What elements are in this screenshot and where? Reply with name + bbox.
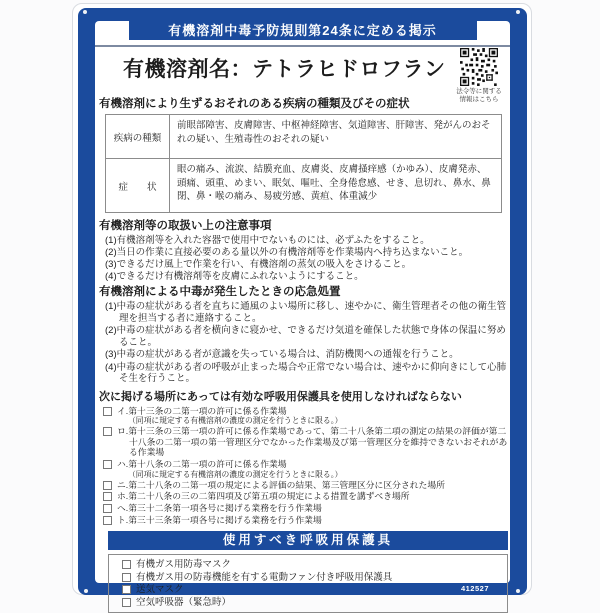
solvent-name-title: 有機溶剤名：テトラヒドロフラン: [123, 58, 446, 81]
checkbox-location-ho[interactable]: [103, 492, 112, 501]
list-item: [122, 572, 499, 584]
qr-caption: 法令等に関する 情報はこちら: [456, 88, 502, 103]
checkbox-label: 有機ガス用の防毒機能を有する電動ファン付き呼吸用保護具: [136, 571, 393, 583]
respirator-checklist: [108, 554, 508, 613]
locations-section-heading: 次に掲げる場所にあっては有効な呼吸用保護具を使用しなければならない: [99, 390, 462, 403]
list-item: [103, 480, 510, 491]
list-item: (2)中毒の症状がある者を横向きに寝かせ、できるだけ気道を確保した状態で身体の保温に努めること。: [105, 325, 506, 348]
emergency-section-heading: 有機溶剤による中毒が発生したときの応急処置: [99, 286, 341, 298]
row-label: 症 状: [106, 159, 170, 213]
list-item: (1)有機溶剤等を入れた容器で使用中でないものには、必ずふたをすること。: [105, 235, 430, 246]
list-item: (3)できるだけ風上で作業を行い、有機溶剤の蒸気の吸入をさけること。: [105, 259, 412, 270]
checkbox-respirator-scba[interactable]: [122, 598, 131, 607]
checkbox-label: ホ.第二十八条の三の二第四項及び第五項の規定による措置を講ずべき場所: [117, 491, 410, 502]
checkbox-label: 有機ガス用防毒マスク: [136, 559, 232, 571]
locations-checklist: [103, 406, 510, 526]
list-item: [103, 503, 510, 514]
checkbox-location-ro[interactable]: [103, 427, 112, 436]
checkbox-note: （同項に規定する有機溶剤の濃度の測定を行うときに限る。）: [128, 416, 343, 426]
row-value: 前眼部障害、皮膚障害、中枢神経障害、気道障害、肝障害、発がんのおそれの疑い、生殖毒性のおそれの疑い: [170, 115, 502, 159]
mounting-hole: [84, 589, 88, 593]
handling-section-heading: 有機溶剤等の取扱い上の注意事項: [99, 220, 272, 232]
checkbox-label: ニ.第二十八条の二第一項の規定による評価の結果、第三管理区分に区分された場所: [117, 479, 445, 490]
emergency-list: [105, 300, 510, 385]
checkbox-respirator-supplied-air[interactable]: [122, 585, 131, 594]
list-item: (2)当日の作業に直接必要のある量以外の有機溶剤等を作業場内へ持ち込まないこと。: [105, 247, 469, 258]
product-number: 412527: [460, 584, 489, 593]
list-item: (1)中毒の症状がある者を直ちに通風のよい場所に移し、速やかに、衛生管理者その他の衛生管理を担当する者に連絡すること。: [105, 301, 507, 324]
list-item: (3)中毒の症状がある者が意識を失っている場合は、消防機関への通報を行うこと。: [105, 349, 459, 360]
list-item: (4)できるだけ有機溶剤等を皮膚にふれないようにすること。: [105, 271, 364, 282]
row-label: 疾病の種類: [106, 115, 170, 159]
table-row: [106, 159, 502, 213]
checkbox-label: ロ.第十三条の三第一項の許可に係る作業場であって、第二十八条第二項の測定の結果の評価が第二十八条の二第一項の第一管理区分でなかった作業場及び第一管理区分を維持できないおそれがある作業場: [117, 426, 508, 458]
checkbox-label: ト.第三十三条第一項各号に掲げる業務を行う作業場: [117, 514, 322, 525]
mounting-hole: [516, 10, 520, 14]
list-item: [103, 406, 510, 426]
checkbox-location-to[interactable]: [103, 516, 112, 525]
checkbox-label: 送気マスク: [136, 584, 184, 596]
qr-block: [456, 48, 502, 103]
list-item: [122, 559, 499, 571]
checkbox-location-ha[interactable]: [103, 460, 112, 469]
list-item: [103, 491, 510, 502]
list-item: [103, 515, 510, 526]
list-item: [103, 426, 510, 458]
checkbox-location-i[interactable]: [103, 407, 112, 416]
list-item: (4)中毒の症状がある者の呼吸が止まった場合や正常でない場合は、速やかに仰向きにして心肺そ生を行うこと。: [105, 361, 507, 384]
checkbox-label: ハ.第十八条の二第一項の許可に係る作業場 （同項に規定する有機溶剤の濃度の測定を行うときに限る。）: [117, 459, 343, 479]
sign-plate: [72, 3, 532, 608]
checkbox-label: イ.第十三条の二第一項の許可に係る作業場 （同項に規定する有機溶剤の濃度の測定を行うときに限る。）: [117, 405, 343, 426]
checkbox-respirator-powered-fan[interactable]: [122, 573, 131, 582]
list-item: [103, 459, 510, 479]
regulation-header-band: 有機溶剤中毒予防規則第24条に定める掲示: [129, 21, 477, 40]
checkbox-label: ヘ.第三十二条第一項各号に掲げる業務を行う作業場: [117, 503, 322, 514]
checkbox-location-he[interactable]: [103, 504, 112, 513]
mounting-hole: [516, 589, 520, 593]
checkbox-location-ni[interactable]: [103, 481, 112, 490]
checkbox-respirator-gas-mask[interactable]: [122, 560, 131, 569]
header-divider: [95, 45, 510, 47]
table-row: [106, 115, 502, 159]
mounting-hole: [83, 10, 87, 14]
checkbox-note: （同項に規定する有機溶剤の濃度の測定を行うときに限る。）: [128, 469, 343, 479]
respirator-section-heading: 使用すべき呼吸用保護具: [108, 531, 508, 550]
checkbox-label: 空気呼吸器（緊急時）: [136, 596, 232, 608]
disease-section-heading: 有機溶剤により生ずるおそれのある疾病の種類及びその症状: [99, 98, 410, 110]
disease-table: [105, 114, 502, 213]
row-value: 眼の痛み、流涙、結膜充血、皮膚炎、皮膚掻痒感（かゆみ）、皮膚発赤、頭痛、頭重、めまい、眠気、嘔吐、全身倦怠感、せき、息切れ、鼻水、鼻閉、鼻・喉の痛み、易疲労感、黄疸、体重減少: [170, 159, 502, 213]
blue-frame: [78, 8, 527, 608]
handling-list: [105, 234, 510, 282]
list-item: [122, 597, 499, 609]
list-item: [122, 584, 499, 596]
qr-code-icon: [460, 48, 498, 86]
